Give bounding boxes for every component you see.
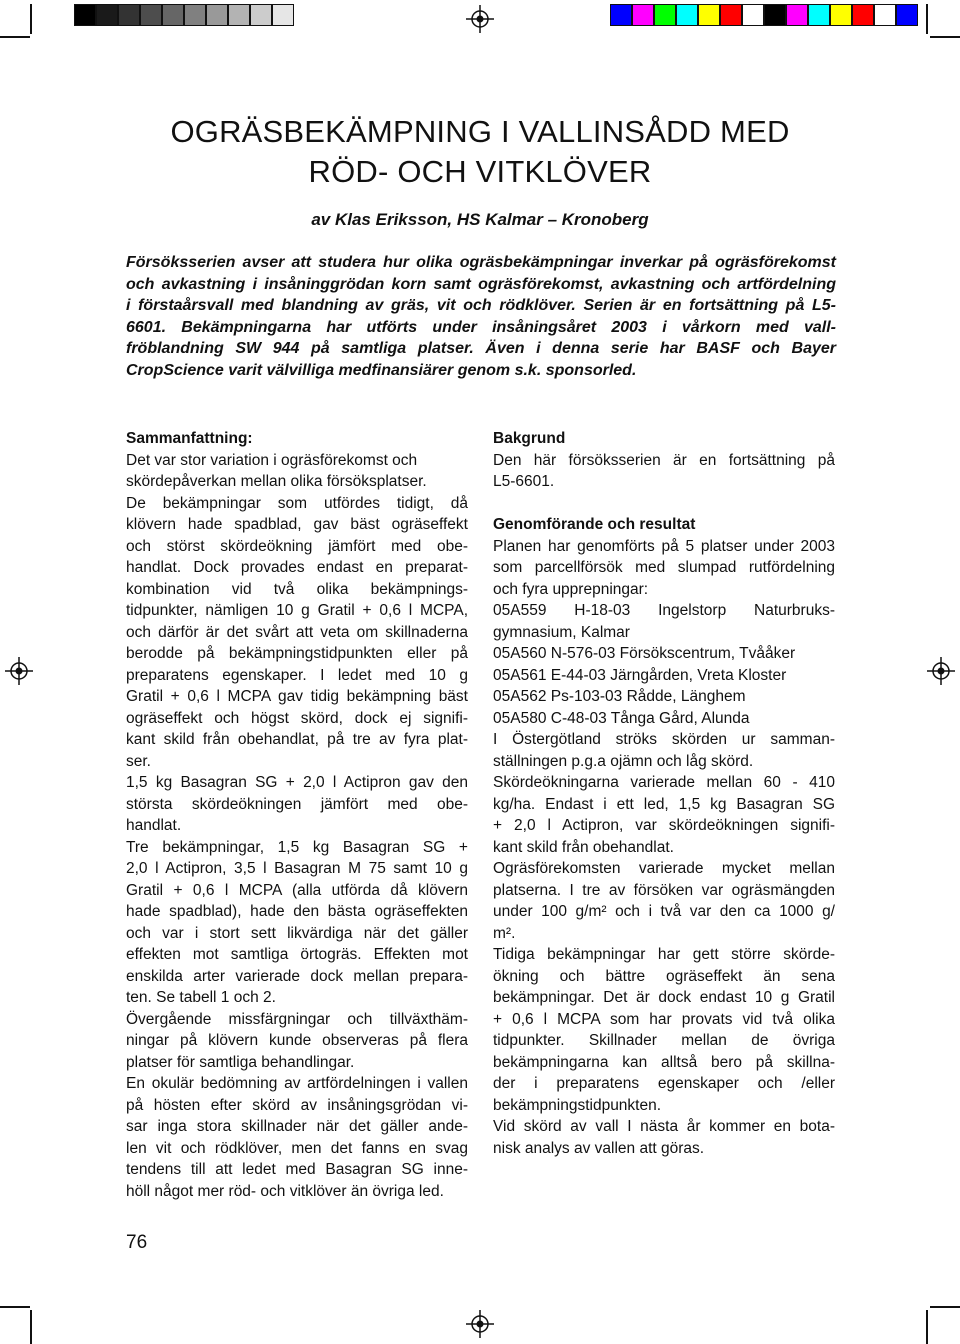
- text-line: enskilda arter varierade dock mellan prepara-: [126, 967, 468, 985]
- color-swatch: [654, 4, 676, 26]
- registration-mark-right-icon: [927, 657, 955, 685]
- background-body: [493, 450, 835, 493]
- color-swatch: [676, 4, 698, 26]
- color-swatch: [632, 4, 654, 26]
- gray-swatch: [74, 4, 96, 26]
- color-swatch: [808, 4, 830, 26]
- text-line: tidpunkter, nämligen 10 g Gratil + 0,6 l MCPA,: [126, 602, 468, 619]
- text-line: hade spadblad), hade den bästa ogräseffekten: [126, 903, 468, 920]
- text-line: Gratil + 0,6 l MCPA gav tidig bekämpning bäst: [126, 688, 468, 705]
- color-swatch: [720, 4, 742, 26]
- text-line: berodde på bekämpningstidpunkten eller på: [126, 645, 468, 662]
- text-line: Planen har genomförts på 5 platser under 2003: [493, 537, 835, 555]
- text-line: Övergående missfärgningar och tillväxthäm-: [126, 1010, 468, 1028]
- intro-line: CropScience varit välvilliga medfinansiärer genom s.k. sponsorled.: [126, 361, 637, 379]
- text-line: klövern hade spadblad, gav bäst ogräseffekt: [126, 516, 468, 533]
- color-swatch: [610, 4, 632, 26]
- text-line: ten. Se tabell 1 och 2.: [126, 989, 276, 1006]
- color-swatch: [764, 4, 786, 26]
- text-line: ökning och bättre ogräseffekt än sena: [493, 967, 835, 985]
- text-line: tendens till att ledet med Basagran SG inne-: [126, 1161, 468, 1178]
- results-body: [493, 536, 835, 1160]
- text-line: under 100 g/m² och i två var den ca 1000 g/: [493, 903, 835, 920]
- left-column: [126, 428, 468, 1202]
- gray-swatch: [184, 4, 206, 26]
- text-line: 05A561 E-44-03 Järngården, Vreta Kloster: [493, 666, 787, 684]
- text-line: och störst skördeökning jämfört med obe-: [126, 537, 468, 555]
- text-line: Ogräsförekomsten varierade mycket mellan: [493, 860, 835, 877]
- intro-line: 6601. Bekämpningarna har utförts under insåningsåret 2003 i vårkorn med vall-: [126, 318, 836, 336]
- text-line: 1,5 kg Basagran SG + 2,0 l Actipron gav den: [126, 774, 468, 791]
- intro-line: i förstaårsvall med blandning av gräs, vit och rödklöver. Serien är en fortsättning på L5-: [126, 297, 836, 315]
- summary-body: [126, 450, 468, 1203]
- color-swatch: [786, 4, 808, 26]
- text-line: handlat.: [126, 817, 182, 834]
- gray-swatch: [118, 4, 140, 26]
- text-line: ogräseffekt och högst skörd, dock ej signifi-: [126, 709, 468, 727]
- text-line: Vid skörd av vall I nästa år kommer en bota-: [493, 1118, 835, 1135]
- text-line: skördepåverkan mellan olika försöksplatser.: [126, 473, 427, 490]
- text-line: bekämpningstidpunkten.: [493, 1096, 662, 1114]
- text-line: 05A559 H-18-03 Ingelstorp Naturbruks-: [493, 602, 835, 619]
- text-line: Den här försöksserien är en fortsättning på: [493, 451, 835, 469]
- text-line: I Östergötland ströks skörden ur samman-: [493, 731, 835, 748]
- text-line: på hösten efter skörd av insåningsgrödan vi-: [126, 1096, 468, 1114]
- gray-swatch: [250, 4, 272, 26]
- text-line: platserna. I tre av försöken var ogräsmängden: [493, 881, 835, 899]
- text-line: ningar på klövern kunde observeras på flera: [126, 1032, 468, 1049]
- text-line: höll något mer röd- och vitklöver än övriga led.: [126, 1182, 444, 1200]
- gray-swatch: [96, 4, 118, 26]
- results-heading: Genomförande och resultat: [493, 516, 696, 533]
- text-line: Det var stor variation i ogräsförekomst och: [126, 451, 418, 469]
- gray-swatch: [162, 4, 184, 26]
- gray-swatch: [272, 4, 294, 26]
- text-line: 05A562 Ps-103-03 Rådde, Länghem: [493, 688, 746, 705]
- title-line-2: RÖD- OCH VITKLÖVER: [308, 154, 652, 189]
- text-line: nisk analys av vallen att göras.: [493, 1139, 705, 1157]
- intro-line: Försöksserien avser att studera hur olika ogräsbekämpningar inverkar på ogräsförekomst: [126, 254, 836, 271]
- intro-line: fröblandning SW 944 på samtliga platser. Även i denna serie har BASF och Bayer: [126, 340, 836, 358]
- text-line: Gratil + 0,6 l MCPA (alla utförda då klövern: [126, 881, 468, 899]
- text-line: ställningen p.g.a ojämn och låg skörd.: [493, 752, 754, 770]
- text-line: preparatens egenskaper. I ledet med 10 g: [126, 666, 468, 684]
- gray-swatch: [228, 4, 250, 26]
- text-line: största skördeökningen jämfört med obe-: [126, 795, 468, 813]
- text-line: Skördeökningarna varierade mellan 60 - 410: [493, 774, 835, 791]
- color-swatch: [830, 4, 852, 26]
- text-line: bekämpningar. Det är dock endast 10 g Gratil: [493, 989, 835, 1006]
- text-line: kant skild från obehandlat, på tre av fyra plat-: [126, 731, 468, 748]
- author-byline: av Klas Eriksson, HS Kalmar – Kronoberg: [311, 210, 649, 229]
- page-number: 76: [126, 1232, 148, 1253]
- text-line: L5-6601.: [493, 473, 555, 490]
- text-line: Tidiga bekämpningar har gett större skörde-: [493, 946, 835, 963]
- text-line: som parcellförsök med slumpad rutfördelning: [493, 559, 835, 576]
- article-title: [0, 112, 960, 192]
- text-line: gymnasium, Kalmar: [493, 623, 630, 641]
- text-line: len vit och rödklöver, men det fanns en svag: [126, 1139, 468, 1157]
- title-line-1: OGRÄSBEKÄMPNING I VALLINSÅDD MED: [170, 114, 790, 149]
- summary-heading: Sammanfattning:: [126, 430, 253, 447]
- text-line: m².: [493, 924, 516, 942]
- text-line: 05A560 N-576-03 Försökscentrum, Tvååker: [493, 645, 796, 662]
- text-line: De bekämpningar som utfördes tidigt, då: [126, 494, 468, 512]
- background-heading: Bakgrund: [493, 430, 566, 447]
- right-column: [493, 428, 835, 1159]
- text-line: kant skild från obehandlat.: [493, 838, 674, 856]
- text-line: platser för samtliga behandlingar.: [126, 1053, 355, 1071]
- text-line: sar inga stora skillnader när det gäller ande-: [126, 1118, 468, 1135]
- text-line: tidpunkter. Skillnader mellan de övriga: [493, 1032, 835, 1049]
- intro-line: och avkastning i insåninggrödan korn samt ogräsförekomst, avkastning och artfördelning: [126, 275, 836, 293]
- text-line: kombination vid två olika bekämpnings-: [126, 580, 468, 598]
- text-line: + 2,0 l Actipron, var skördeökningen signifi-: [493, 817, 835, 834]
- grayscale-color-bar: [74, 4, 294, 26]
- text-line: 2,0 l Actipron, 3,5 l Basagran M 75 samt 10 g: [126, 860, 468, 877]
- color-swatch: [896, 4, 918, 26]
- color-swatch: [698, 4, 720, 26]
- text-line: Tre bekämpningar, 1,5 kg Basagran SG +: [126, 838, 468, 856]
- registration-mark-left-icon: [5, 657, 33, 685]
- color-calibration-bar: [610, 4, 918, 26]
- text-line: 05A580 C-48-03 Tånga Gård, Alunda: [493, 709, 750, 727]
- text-line: effekten mot samtliga örtogräs. Effekten mot: [126, 946, 468, 963]
- text-line: kg/ha. Endast i ett led, 1,5 kg Basagran SG: [493, 795, 835, 813]
- text-line: der i preparatens egenskaper och /eller: [493, 1075, 835, 1092]
- gray-swatch: [206, 4, 228, 26]
- text-line: och därför är det svårt att veta om skillnaderna: [126, 623, 468, 641]
- text-line: bekämpningarna kan alltså bero på skillna-: [493, 1053, 835, 1071]
- intro-paragraph: [126, 252, 836, 382]
- text-line: och fyra upprepningar:: [493, 580, 649, 598]
- registration-mark-top-icon: [466, 5, 494, 33]
- color-swatch: [852, 4, 874, 26]
- text-line: handlat. Dock provades endast en preparat-: [126, 559, 468, 576]
- text-line: En okulär bedömning av artfördelningen i vallen: [126, 1075, 468, 1092]
- text-line: ser.: [126, 752, 151, 770]
- gray-swatch: [140, 4, 162, 26]
- text-line: + 0,6 l MCPA som har provats vid två olika: [493, 1010, 835, 1028]
- text-line: och var i stort sett likvärdiga när det gäller: [126, 924, 468, 942]
- color-swatch: [742, 4, 764, 26]
- color-swatch: [874, 4, 896, 26]
- registration-mark-bottom-icon: [466, 1310, 494, 1338]
